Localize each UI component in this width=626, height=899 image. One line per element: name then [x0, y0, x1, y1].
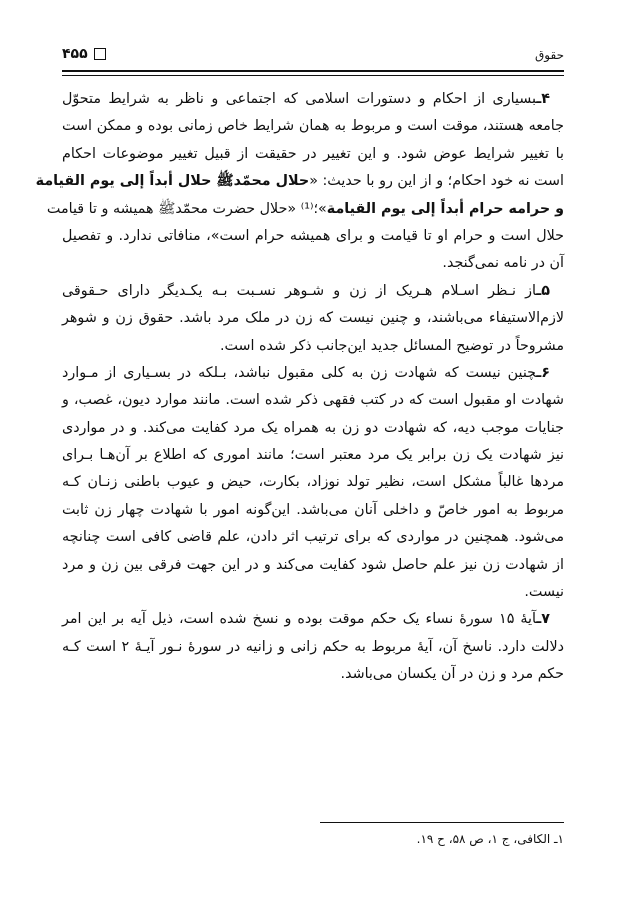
text-line: [62, 524, 564, 551]
text-line: [62, 305, 564, 332]
paragraph: [35, 86, 564, 278]
text-segment: دلالت دارد. ناسخ آن، آیهٔ مربوط به حکم زانی و زانیه در سورهٔ نـور آیـهٔ ۲ است کـه: [62, 638, 565, 655]
text-segment: »؛⁽¹⁾ «حلال حضرت محمّدﷺ همیشه و تا قیامت: [46, 200, 327, 217]
text-segment: نیست.: [524, 584, 564, 601]
text-line: [62, 387, 564, 414]
text-line: [62, 250, 564, 277]
text-segment: مربوط به امور خاصّ و داخلی آنان می‌باشد. این‌گونه امور با شهادت چهار زن ثابت: [62, 501, 564, 518]
footnote-separator: [320, 822, 564, 823]
text-segment: جنایات موجب دیه، که شهادت دو زن به همراه یک مرد کفایت می‌کند. و در مواردی: [62, 419, 564, 436]
text-line: [62, 579, 564, 606]
bold-text: ۷ـ: [536, 611, 551, 628]
text-segment: حلال است و حرام او تا قیامت و برای همیشه حرام است»، منافاتی ندارد. و تفصیل: [62, 227, 564, 244]
header-rule-thin: [62, 75, 564, 76]
text-segment: از نـظر اسـلام هـریک از زن و شـوهر نسـبت بـه یکـدیگر دارای حـقوقی: [62, 282, 537, 299]
text-segment: چنین نیست که شهادت زن به کلی مقبول نباشد، بـلکه در بسـیاری از مـوارد: [62, 364, 537, 381]
bold-text: ۶ـ: [536, 364, 550, 381]
text-segment: آن در نامه نمی‌گنجد.: [442, 255, 564, 272]
text-segment: با تغییر شرایط عوض شود. و این تغییر در حقیقت از قبیل تغییر موضوعات احکام: [62, 145, 564, 162]
text-line: [62, 497, 564, 524]
header-rule: [62, 70, 564, 72]
text-segment: آیهٔ ۱۵ سورهٔ نساء یک حکم موقت بوده و نسخ شده است، ذیل آیه بر این امر: [62, 611, 537, 628]
text-line: [62, 360, 564, 387]
text-segment: شهادت او مقبول است که در کتب فقهی ذکر شده است. مانند موارد دیون، غصب، و: [62, 392, 564, 409]
text-segment: مشروحاً در توضیح المسائل جدید این‌جانب ذکر شده است.: [219, 337, 564, 354]
text-line: [62, 552, 564, 579]
text-line: [62, 223, 564, 250]
text-line: [62, 278, 564, 305]
paragraph: [62, 360, 564, 607]
text-line: [62, 661, 564, 688]
text-line: [62, 141, 564, 168]
page-number-block: [62, 46, 106, 62]
bold-text: ۵ـ: [536, 282, 550, 299]
paragraph: [62, 278, 564, 360]
text-line: [62, 442, 564, 469]
text-segment: لازم‌الاستیفاء می‌باشند، و چنین نیست که زن در ملک مرد باشد. حقوق زن و شوهر: [62, 310, 564, 327]
text-segment: از شهادت زن نیز علم حاصل شود کفایت می‌کند و در این جهت فرقی بین زن و مرد: [62, 556, 564, 573]
body-text: [35, 86, 565, 689]
footnote: ۱ـ الکافی، ج ۱، ص ۵۸، ح ۱۹.: [416, 832, 564, 846]
text-line: [62, 415, 564, 442]
text-line: [62, 333, 564, 360]
bold-text: ۴ـ: [536, 91, 550, 107]
text-segment: می‌شود. همچنین در مواردی که برای ترتیب اثر دادن، علم قاضی کافی است چنانچه: [62, 529, 564, 546]
text-segment: جامعه هستند، موقت است و مربوط به همان شرایط خاص زمانی بوده و ممکن است: [62, 118, 564, 135]
text-line: [46, 196, 564, 223]
text-line: [62, 634, 564, 661]
text-line: [62, 606, 564, 633]
paragraph: [62, 606, 564, 688]
running-title: حقوق: [535, 48, 564, 62]
text-segment: است نه خود احکام؛ و از این رو با حدیث: «: [309, 173, 564, 190]
text-line: [62, 469, 564, 496]
bold-text: حلال محمّدﷺ حلال أبداً إلی یوم القیامة: [35, 173, 310, 190]
text-segment: حکم مرد و زن در آن یکسان می‌باشد.: [340, 666, 564, 683]
text-line: [62, 86, 564, 113]
square-ornament-icon: [94, 48, 106, 60]
text-segment: نیز شهادت یک زن برابر یک مرد معتبر است؛ مانند اموری که اطلاع بر آن‌هـا بـرای: [62, 447, 564, 464]
page-header: [62, 44, 564, 66]
text-line: [62, 113, 564, 140]
text-segment: بسیاری از احکام و دستورات اسلامی که اجتماعی و ناظر به شرایط متحوّل: [62, 91, 537, 107]
page-number: ۴۵۵: [62, 46, 88, 62]
bold-text: و حرامه حرام أبداً إلی یوم القیامة: [326, 200, 564, 217]
text-segment: مردها غالباً مشکل است، نظیر تولد نوزاد، بکارت، حیض و عیوب باطنی زنـان کـه: [62, 474, 564, 491]
text-line: [35, 168, 564, 195]
